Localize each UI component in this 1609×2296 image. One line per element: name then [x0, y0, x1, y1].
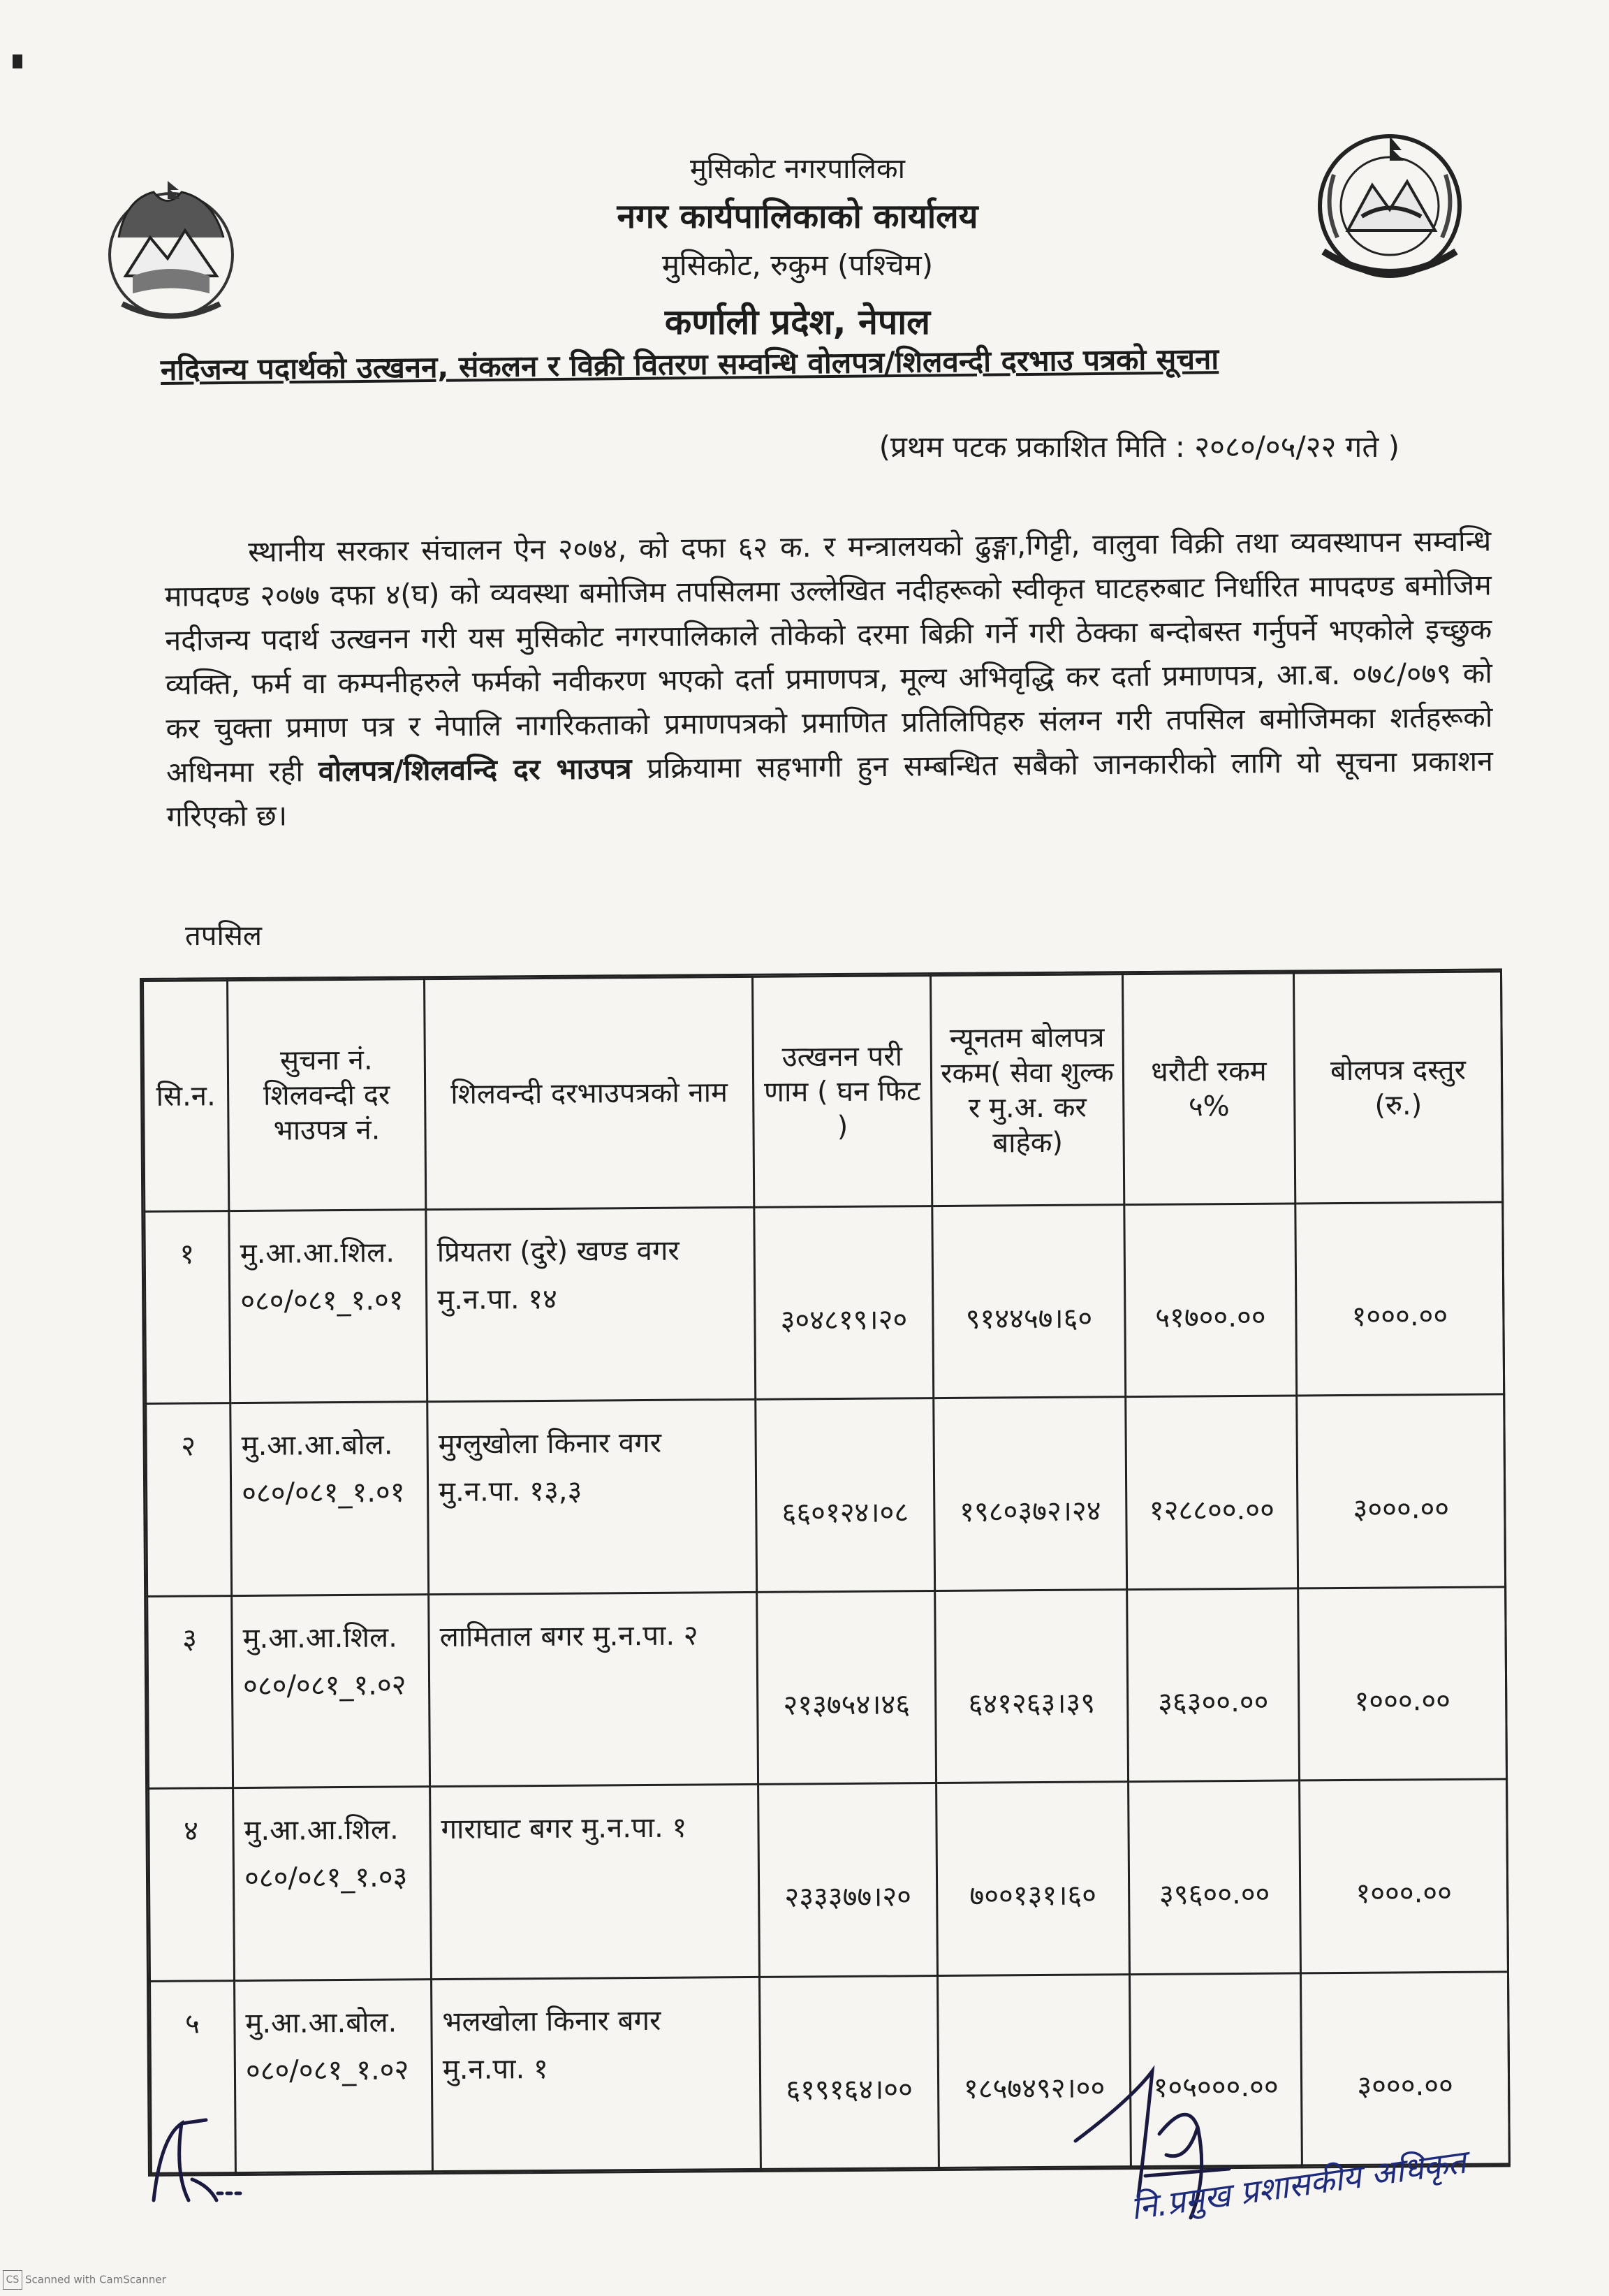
scanner-text: Scanned with CamScanner: [25, 2273, 166, 2286]
cell-min-amount: ६४१२६३।३९: [935, 1589, 1129, 1783]
cell-deposit: १२८८००.००: [1126, 1396, 1298, 1589]
cell-deposit: १०५०००.००: [1129, 1973, 1302, 2166]
cell-fee: ३०००.००: [1300, 1971, 1509, 2165]
scanner-watermark: [3, 2270, 166, 2290]
cell-fee: ३०००.००: [1297, 1394, 1506, 1588]
notice-line-1: मु.आ.आ.बोल.: [245, 2006, 397, 2040]
header-fee: बोलपत्र दस्तुर (रु.): [1293, 972, 1502, 1204]
cell-min-amount: १९८०३७२।२४: [934, 1397, 1127, 1591]
left-signature: [140, 2096, 251, 2214]
cell-min-amount: ९१४४५७।६०: [932, 1205, 1126, 1398]
body-text-end: प्रक्रियामा सहभागी हुन सम्बन्धित सबैको जानकारीको लागि यो सूचना प्रकाशन गरिएको छ।: [166, 744, 1494, 833]
name-line-2: मु.न.पा. १: [442, 2052, 548, 2086]
header-sn: सि.न.: [143, 981, 229, 1212]
name-line-1: प्रियतरा (दुरे) खण्ड वगर: [436, 1234, 679, 1269]
notice-line-1: मु.आ.आ.शिल.: [240, 1236, 395, 1271]
body-text-bold: वोलपत्र/शिलवन्दि दर भाउपत्र: [318, 752, 632, 789]
body-text-start: स्थानीय सरकार संचालन ऐन २०७४, को दफा ६२ क. र मन्त्रालयको ढुङ्गा,गिट्टी, वालुवा विक्री तथा व्यवस्थापन सम्वन्धि मापदण्ड २०७७ दफा ४(घ) को व्यवस्था बमोजिम तपसिलमा उल्लेखित नदीहरूको स्वीकृत घाटहरुबाट निर्धारित मापदण्ड बमोजिम नदीजन्य पदार्थ उत्खनन गरी यस मुसिकोट नगरपालिकाले तोकेको दरमा बिक्री गर्ने गरी ठेक्का बन्दोबस्त गर्नुपर्ने भएकोले इच्छुक व्यक्ति, फर्म वा कम्पनीहरुले फर्मको नवीकरण भएको दर्ता प्रमाणपत्र, मूल्य अभिवृद्धि कर दर्ता प्रमाणपत्र, आ.ब. ०७८/०७९ को कर चुक्ता प्रमाण पत्र र नेपालि नागरिकताको प्रमाणपत्रको प्रमाणित प्रतिलिपिहरु संलग्न गरी तपसिल बमोजिमका शर्तहरूको अधिनमा रही: [164, 524, 1493, 789]
office-address: मुसिकोट, रुकुम (पश्चिम): [661, 248, 934, 282]
table-row: [146, 1394, 1506, 1596]
header-deposit: धरौटी रकम ५%: [1122, 973, 1295, 1205]
tender-table: [140, 968, 1511, 2177]
cell-deposit: ५१७००.००: [1124, 1204, 1297, 1397]
cell-notice-no: [230, 1402, 429, 1595]
cell-sn: २: [146, 1403, 232, 1596]
camscanner-logo-icon: CS: [3, 2270, 22, 2290]
cell-name: [427, 1400, 757, 1595]
cell-deposit: ३६३००.००: [1127, 1588, 1300, 1782]
cell-sn: ५: [150, 1980, 236, 2173]
cell-deposit: ३९६००.००: [1129, 1781, 1301, 1974]
name-line-2: मु.न.पा. १४: [437, 1282, 558, 1317]
cell-volume: २३३३७७।२०: [758, 1783, 938, 1977]
cell-notice-no: [229, 1210, 427, 1403]
header-name: शिलवन्दी दरभाउपत्रको नाम: [425, 977, 754, 1209]
name-line-1: मुग्लुखोला किनार वगर: [438, 1427, 662, 1461]
notice-line-2: ०८०/०८१_१.०३: [244, 1861, 408, 1895]
notice-line-2: ०८०/०८१_१.०१: [240, 1284, 404, 1318]
cell-notice-no: [235, 1979, 433, 2172]
table-row: [147, 1587, 1507, 1789]
cell-sn: ३: [147, 1595, 233, 1788]
table-row: [149, 1779, 1508, 1981]
cell-fee: १०००.००: [1295, 1202, 1504, 1396]
tapasil-label: तपसिल: [185, 920, 263, 952]
notice-line-2: ०८०/०८१_१.०२: [245, 2053, 409, 2087]
notice-line-2: ०८०/०८१_१.०२: [242, 1669, 406, 1702]
cell-volume: ६१९१६४।००: [760, 1975, 939, 2169]
name-line-2: मु.न.पा. १३,३: [438, 1475, 582, 1509]
header-notice-no: सुचना नं. शिलवन्दी दर भाउपत्र नं.: [228, 979, 426, 1211]
cell-volume: ३०४८१९।२०: [754, 1206, 934, 1400]
name-line-1: भलखोला किनार बगर: [442, 2004, 661, 2038]
name-line-1: लामिताल बगर मु.न.पा. २: [439, 1619, 698, 1653]
province-country: कर्णाली प्रदेश, नेपाल: [664, 302, 931, 342]
notice-subject: नदिजन्य पदार्थको उत्खनन, संकलन र विक्री वितरण सम्वन्धि वोलपत्र/शिलवन्दी दरभाउ पत्रको सूचना: [160, 342, 1219, 387]
cell-min-amount: १८५७४९२।००: [937, 1974, 1131, 2167]
cell-notice-no: [232, 1594, 430, 1787]
notice-line-2: ०८०/०८१_१.०१: [241, 1476, 405, 1510]
cell-notice-no: [233, 1787, 432, 1980]
table-row: [145, 1202, 1504, 1404]
cell-fee: १०००.००: [1298, 1587, 1507, 1781]
table-header-row: [143, 972, 1503, 1212]
publish-date: (प्रथम पटक प्रकाशित मिति : २०८०/०५/२२ गते ): [879, 430, 1399, 464]
notice-line-1: मु.आ.आ.शिल.: [244, 1813, 399, 1848]
name-line-1: गाराघाट बगर मु.न.पा. १: [441, 1811, 687, 1846]
cell-fee: १०००.००: [1300, 1779, 1508, 1973]
cell-name: [432, 1977, 761, 2172]
corner-mark: [13, 54, 22, 68]
cell-min-amount: ७००१३१।६०: [936, 1782, 1130, 1975]
office-name: नगर कार्यपालिकाको कार्यालय: [617, 197, 978, 236]
notice-line-1: मु.आ.आ.बोल.: [241, 1428, 393, 1463]
cell-volume: २१३७५४।४६: [757, 1591, 936, 1784]
notice-line-1: मु.आ.आ.शिल.: [242, 1621, 397, 1655]
cell-volume: ६६०१२४।०८: [756, 1398, 935, 1592]
notice-body: [164, 519, 1494, 839]
cell-sn: १: [145, 1211, 230, 1404]
cell-name: [430, 1785, 760, 1980]
officer-designation: नि.प्रमुख प्रशासकीय अधिकृत: [1128, 2142, 1469, 2228]
cell-sn: ४: [149, 1788, 235, 1981]
cell-name: [429, 1592, 758, 1787]
municipality-name: मुसिकोट नगरपालिका: [690, 153, 905, 185]
header-min-amount: न्यूनतम बोलपत्र रकम( सेवा शुल्क र मु.अ. कर बाहेक): [931, 974, 1124, 1206]
cell-name: [426, 1207, 756, 1402]
header-volume: उत्खनन परी णाम ( घन फिट ): [753, 976, 932, 1208]
